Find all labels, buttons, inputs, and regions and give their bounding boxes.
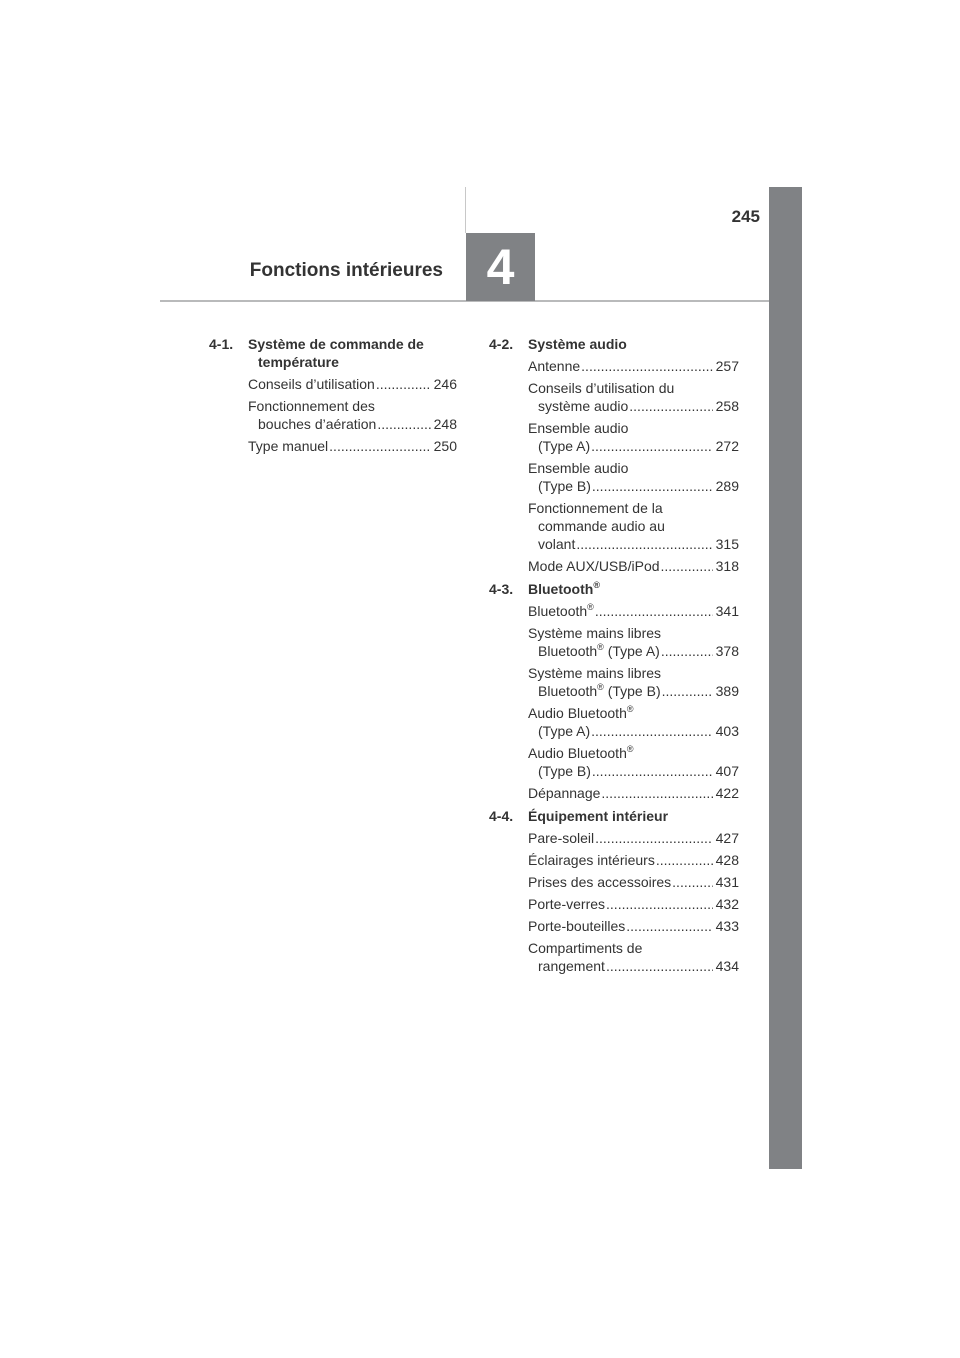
entry-page-number: 315 bbox=[715, 536, 739, 552]
dot-leader bbox=[581, 357, 712, 375]
entry-final-line bbox=[248, 437, 457, 455]
entry-page-number: 250 bbox=[433, 438, 457, 454]
entry-label: Mode AUX/USB/iPod bbox=[528, 558, 660, 574]
entry-final-line bbox=[528, 557, 739, 575]
dot-leader bbox=[591, 722, 713, 740]
registered-mark: ® bbox=[626, 704, 634, 714]
entry-page-number: 431 bbox=[715, 874, 739, 890]
entry-final-line bbox=[528, 829, 739, 847]
registered-mark: ® bbox=[587, 602, 594, 612]
entry-label: Conseils d’utilisation bbox=[248, 376, 375, 392]
entry-final-line bbox=[528, 642, 739, 660]
toc-entry[interactable] bbox=[528, 895, 739, 913]
toc-entry[interactable] bbox=[528, 357, 739, 375]
entry-page-number: 258 bbox=[715, 398, 739, 414]
dot-leader bbox=[591, 437, 713, 455]
entry-page-number: 422 bbox=[715, 785, 739, 801]
dot-leader bbox=[662, 682, 713, 700]
registered-mark: ® bbox=[593, 580, 600, 590]
entry-page-number: 289 bbox=[715, 478, 739, 494]
toc-section bbox=[489, 580, 739, 802]
entry-page-number: 318 bbox=[715, 558, 739, 574]
section-title-line: Système audio bbox=[528, 336, 627, 352]
entry-label: (Type B) bbox=[538, 478, 591, 494]
entry-page-number: 246 bbox=[433, 376, 457, 392]
entry-page-number: 378 bbox=[715, 643, 739, 659]
dot-leader bbox=[595, 602, 713, 620]
entry-label: Porte-bouteilles bbox=[528, 918, 626, 934]
entry-page-number: 248 bbox=[433, 416, 457, 432]
entry-page-number: 434 bbox=[715, 958, 739, 974]
entry-label: Antenne bbox=[528, 358, 581, 374]
toc-entry[interactable] bbox=[528, 784, 739, 802]
entry-final-line bbox=[528, 477, 739, 495]
section-title bbox=[528, 335, 739, 353]
entry-page-number: 407 bbox=[715, 763, 739, 779]
chapter-number-box: 4 bbox=[466, 233, 535, 301]
dot-leader bbox=[576, 535, 712, 553]
entry-label: Éclairages intérieurs bbox=[528, 852, 655, 868]
section-title bbox=[528, 807, 739, 825]
header-divider-vertical bbox=[465, 187, 466, 233]
entry-label-line: Audio Bluetooth® bbox=[528, 704, 634, 721]
toc-entry[interactable] bbox=[248, 375, 457, 393]
entry-final-line bbox=[528, 762, 739, 780]
entry-page-number: 272 bbox=[715, 438, 739, 454]
dot-leader bbox=[606, 957, 713, 975]
entry-label: (Type A) bbox=[538, 438, 591, 454]
entry-final-line bbox=[528, 437, 739, 455]
toc-entry[interactable] bbox=[528, 624, 739, 660]
entry-label: Pare-soleil bbox=[528, 830, 595, 846]
entry-label: (Type A) bbox=[538, 723, 591, 739]
toc-entry[interactable] bbox=[528, 557, 739, 575]
entry-page-number: 257 bbox=[715, 358, 739, 374]
entry-final-line bbox=[528, 357, 739, 375]
section-heading bbox=[489, 335, 739, 353]
toc-column-right bbox=[489, 335, 739, 980]
entry-final-line bbox=[528, 895, 739, 913]
section-number: 4-2. bbox=[489, 336, 514, 352]
section-title-line: Équipement intérieur bbox=[528, 808, 669, 824]
toc-entry[interactable] bbox=[528, 499, 739, 553]
dot-leader bbox=[329, 437, 430, 455]
toc-entry[interactable] bbox=[528, 829, 739, 847]
toc-section bbox=[209, 335, 457, 455]
entry-label-line: Ensemble audio bbox=[528, 420, 629, 436]
entry-label: Type manuel bbox=[248, 438, 329, 454]
dot-leader bbox=[376, 375, 431, 393]
registered-mark: ® bbox=[597, 682, 604, 692]
entry-label: Porte-verres bbox=[528, 896, 606, 912]
entry-final-line bbox=[528, 851, 739, 869]
toc-entry[interactable] bbox=[528, 602, 739, 620]
entry-final-line bbox=[528, 957, 739, 975]
dot-leader bbox=[606, 895, 713, 913]
toc-section bbox=[489, 335, 739, 575]
section-number: 4-4. bbox=[489, 808, 514, 824]
entry-label: Bluetooth® (Type B) bbox=[538, 682, 661, 699]
section-number: 4-3. bbox=[489, 581, 514, 597]
registered-mark: ® bbox=[597, 642, 604, 652]
chapter-side-tab bbox=[769, 187, 802, 1169]
page-number: 245 bbox=[731, 207, 760, 226]
entry-page-number: 403 bbox=[715, 723, 739, 739]
section-number: 4-1. bbox=[209, 336, 234, 352]
registered-mark: ® bbox=[626, 744, 634, 754]
entry-label-line: Système mains libres bbox=[528, 665, 662, 681]
section-heading bbox=[209, 335, 457, 371]
section-title-line: température bbox=[258, 354, 339, 370]
entry-label: Prises des accessoires bbox=[528, 874, 672, 890]
entry-page-number: 427 bbox=[715, 830, 739, 846]
toc-entry[interactable] bbox=[528, 459, 739, 495]
dot-leader bbox=[661, 642, 713, 660]
dot-leader bbox=[656, 851, 713, 869]
dot-leader bbox=[595, 829, 713, 847]
entry-page-number: 389 bbox=[715, 683, 739, 699]
dot-leader bbox=[601, 784, 712, 802]
entry-final-line bbox=[528, 722, 739, 740]
entry-final-line bbox=[528, 917, 739, 935]
entry-label-line: Compartiments de bbox=[528, 940, 643, 956]
dot-leader bbox=[592, 477, 713, 495]
toc-entry[interactable] bbox=[528, 379, 739, 415]
toc-entry[interactable] bbox=[528, 917, 739, 935]
entry-page-number: 432 bbox=[715, 896, 739, 912]
section-title bbox=[528, 580, 739, 598]
toc-entry[interactable] bbox=[528, 851, 739, 869]
toc-entry[interactable] bbox=[248, 437, 457, 455]
entry-label-line: Conseils d’utilisation du bbox=[528, 380, 675, 396]
toc-entry[interactable] bbox=[528, 744, 739, 780]
entry-final-line bbox=[528, 397, 739, 415]
entry-label: (Type B) bbox=[538, 763, 591, 779]
section-title-line: Système de commande de bbox=[248, 336, 424, 352]
entry-label-line: Système mains libres bbox=[528, 625, 662, 641]
entry-label: rangement bbox=[538, 958, 605, 974]
entry-final-line bbox=[528, 682, 739, 700]
entry-label-line: Audio Bluetooth® bbox=[528, 744, 634, 761]
toc-entry[interactable] bbox=[528, 419, 739, 455]
entry-page-number: 341 bbox=[715, 603, 739, 619]
entry-label-line: Fonctionnement des bbox=[248, 398, 375, 414]
entry-label: Bluetooth® bbox=[528, 602, 594, 619]
entry-final-line bbox=[248, 415, 457, 433]
entry-final-line bbox=[248, 375, 457, 393]
toc-entry[interactable] bbox=[528, 704, 739, 740]
dot-leader bbox=[629, 397, 712, 415]
entry-final-line bbox=[528, 873, 739, 891]
entry-label: Bluetooth® (Type A) bbox=[538, 642, 660, 659]
toc-section bbox=[489, 807, 739, 975]
toc-entry[interactable] bbox=[528, 939, 739, 975]
dot-leader bbox=[626, 917, 712, 935]
entry-label-line: Fonctionnement de la bbox=[528, 500, 663, 516]
toc-entry[interactable] bbox=[528, 664, 739, 700]
dot-leader bbox=[672, 873, 712, 891]
entry-label: système audio bbox=[538, 398, 629, 414]
section-heading bbox=[489, 807, 739, 825]
toc-column-left bbox=[209, 335, 457, 460]
entry-label: volant bbox=[538, 536, 576, 552]
entry-final-line bbox=[528, 784, 739, 802]
section-title-line: Bluetooth® bbox=[528, 580, 600, 597]
dot-leader bbox=[661, 557, 713, 575]
entry-final-line bbox=[528, 602, 739, 620]
section-heading bbox=[489, 580, 739, 598]
toc-entry[interactable] bbox=[248, 397, 457, 433]
entry-label: Dépannage bbox=[528, 785, 601, 801]
entry-label: bouches d’aération bbox=[258, 416, 377, 432]
dot-leader bbox=[377, 415, 430, 433]
entry-final-line bbox=[528, 535, 739, 553]
header-rule bbox=[160, 300, 769, 302]
entry-label-line: Ensemble audio bbox=[528, 460, 629, 476]
dot-leader bbox=[592, 762, 713, 780]
entry-label-line: commande audio au bbox=[538, 518, 665, 534]
entry-page-number: 433 bbox=[715, 918, 739, 934]
section-title bbox=[248, 335, 457, 371]
entry-page-number: 428 bbox=[715, 852, 739, 868]
chapter-title: Fonctions intérieures bbox=[249, 260, 443, 281]
toc-entry[interactable] bbox=[528, 873, 739, 891]
